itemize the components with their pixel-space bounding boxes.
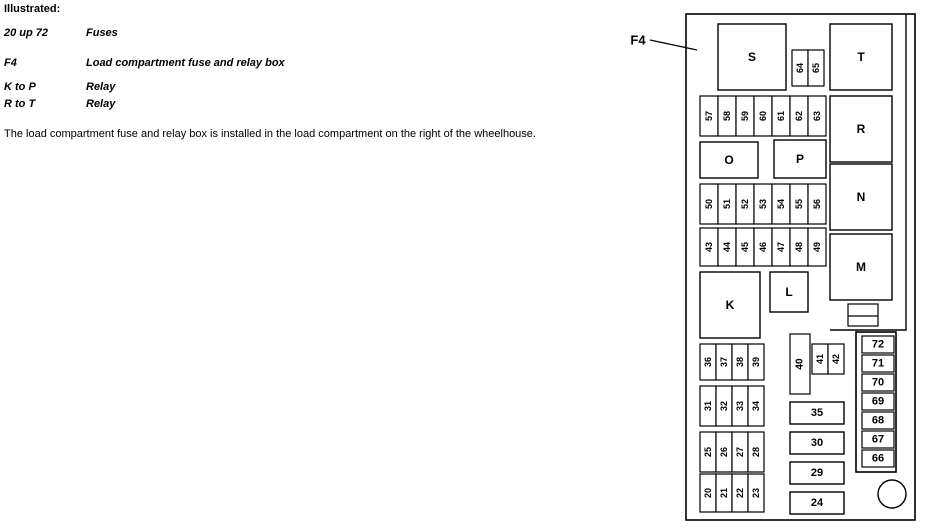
fuse-label: 53	[758, 198, 768, 210]
fuse-label: 20	[703, 487, 713, 499]
fuse-label: 39	[751, 356, 761, 368]
fuse-label: 40	[794, 358, 806, 370]
fuse-label: 62	[794, 110, 804, 122]
fuse-label: 42	[831, 353, 841, 365]
fuse-label: 51	[722, 198, 732, 210]
fuse-label: 45	[740, 241, 750, 253]
relay-label: O	[724, 153, 734, 167]
fuse-label: 25	[703, 446, 713, 458]
fuse-label: 71	[871, 357, 885, 370]
fuse-label: 60	[758, 110, 768, 122]
fuse-label: 46	[758, 241, 768, 253]
legend-key: K to P	[4, 81, 36, 93]
fuse-label: 55	[794, 198, 804, 210]
fuse-label: 65	[811, 62, 821, 74]
fuse-label: 49	[812, 241, 822, 253]
fuse-label: 63	[812, 110, 822, 122]
fuse-label: 28	[751, 446, 761, 458]
fuse-label: 23	[751, 487, 761, 499]
fuse-label: 41	[815, 353, 825, 365]
fuse-label: 50	[704, 198, 714, 210]
relay-label: R	[856, 122, 866, 136]
fuse-label: 35	[810, 407, 824, 419]
fuse-label: 69	[871, 395, 885, 408]
grommet-circle	[878, 480, 906, 508]
callout-label: F4	[630, 32, 646, 48]
fuse-label: 21	[719, 487, 729, 499]
fuse-label: 52	[740, 198, 750, 210]
legend-heading: Illustrated:	[4, 3, 61, 15]
fuse-label: 38	[735, 356, 745, 368]
fuse-label: 59	[740, 110, 750, 122]
legend-value: Fuses	[86, 27, 118, 39]
legend-key: R to T	[4, 98, 36, 110]
fuse-label: 61	[776, 110, 786, 122]
fuse-label: 31	[703, 400, 713, 412]
fuse-label: 37	[719, 356, 729, 368]
legend-key: 20 up 72	[4, 27, 49, 39]
fuse-label: 33	[735, 400, 745, 412]
fuse-label: 43	[704, 241, 714, 253]
legend-value: Relay	[86, 81, 116, 93]
fuse-label: 27	[735, 446, 745, 458]
relay-label: L	[785, 285, 793, 299]
relay-label: S	[747, 50, 757, 64]
fuse-label: 44	[722, 241, 732, 253]
relay-label: N	[856, 190, 866, 204]
relay-label: T	[857, 50, 865, 64]
fuse-label: 70	[871, 376, 885, 389]
fuse-label: 64	[795, 62, 805, 74]
legend-value: Load compartment fuse and relay box	[86, 57, 285, 69]
description: The load compartment fuse and relay box is installed in the load compartment on the right of the wheelhouse.	[4, 128, 536, 140]
legend-key: F4	[4, 57, 17, 69]
fuse-label: 29	[810, 467, 824, 479]
fuse-label: 48	[794, 241, 804, 253]
fuse-label: 54	[776, 198, 786, 210]
fuse-label: 68	[871, 414, 885, 427]
fuse-label: 47	[776, 241, 786, 253]
fuse-label: 24	[810, 497, 824, 509]
connector-block	[848, 304, 878, 326]
fuse-label: 72	[871, 338, 885, 351]
fuse-label: 32	[719, 400, 729, 412]
fuse-label: 30	[810, 437, 824, 449]
fuse-label: 56	[812, 198, 822, 210]
fuse-label: 66	[871, 452, 885, 465]
fuse-label: 58	[722, 110, 732, 122]
legend-value: Relay	[86, 98, 116, 110]
fuse-label: 22	[735, 487, 745, 499]
relay-label: P	[795, 152, 805, 166]
relay-label: K	[725, 298, 735, 312]
fuse-label: 57	[704, 110, 714, 122]
fuse-label: 67	[871, 433, 885, 446]
fuse-label: 34	[751, 400, 761, 412]
fuse-label: 26	[719, 446, 729, 458]
relay-label: M	[856, 260, 866, 274]
fuse-label: 36	[703, 356, 713, 368]
